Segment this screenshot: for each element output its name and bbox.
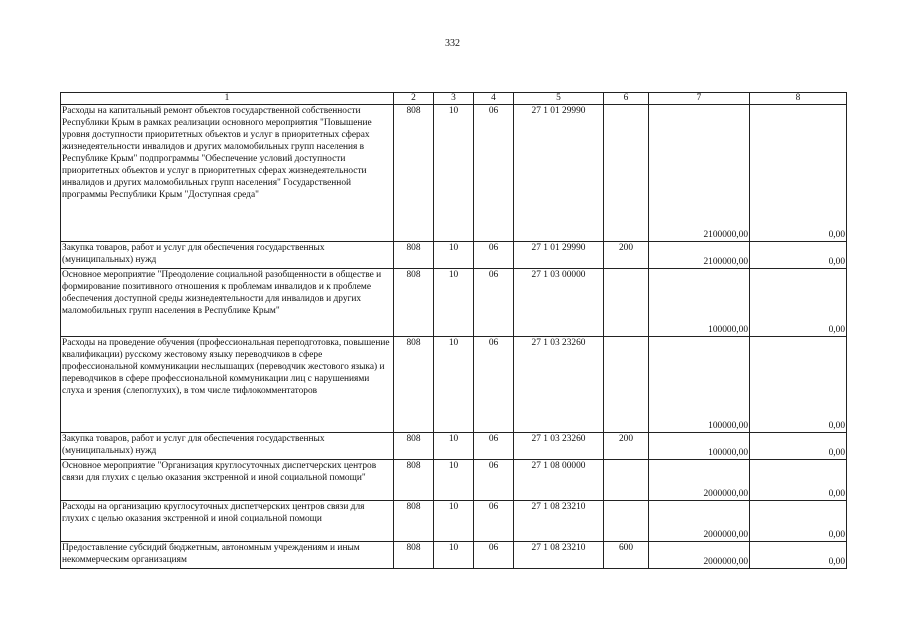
cell-subsection: 06: [474, 105, 514, 242]
cell-subsection: 06: [474, 501, 514, 542]
header-cell: 5: [514, 93, 604, 105]
cell-section: 10: [434, 337, 474, 433]
cell-amount-2: 0,00: [750, 460, 847, 501]
cell-subsection: 06: [474, 269, 514, 337]
cell-amount: 2100000,00: [649, 242, 750, 269]
cell-target-article: 27 1 01 29990: [514, 242, 604, 269]
cell-section: 10: [434, 501, 474, 542]
cell-subsection: 06: [474, 242, 514, 269]
cell-ministry: 808: [394, 242, 434, 269]
cell-target-article: 27 1 03 23260: [514, 433, 604, 460]
cell-amount-2: 0,00: [750, 242, 847, 269]
cell-ministry: 808: [394, 460, 434, 501]
cell-ministry: 808: [394, 542, 434, 569]
table-row: [61, 501, 847, 542]
cell-subsection: 06: [474, 433, 514, 460]
cell-amount-2: 0,00: [750, 337, 847, 433]
cell-amount-2: 0,00: [750, 501, 847, 542]
cell-amount-2: 0,00: [750, 105, 847, 242]
table-row: [61, 105, 847, 242]
header-cell: 3: [434, 93, 474, 105]
row-description: Предоставление субсидий бюджетным, автономным учреждениям и иным некоммерческим организациям: [61, 542, 394, 569]
cell-expense-type: [604, 269, 649, 337]
cell-section: 10: [434, 105, 474, 242]
cell-amount: 2000000,00: [649, 460, 750, 501]
cell-target-article: 27 1 01 29990: [514, 105, 604, 242]
row-description: Закупка товаров, работ и услуг для обеспечения государственных (муниципальных) нужд: [61, 242, 394, 269]
cell-amount: 100000,00: [649, 433, 750, 460]
cell-amount: 100000,00: [649, 337, 750, 433]
table-row: [61, 242, 847, 269]
header-cell: 2: [394, 93, 434, 105]
cell-amount-2: 0,00: [750, 269, 847, 337]
cell-ministry: 808: [394, 501, 434, 542]
header-row: [61, 93, 847, 105]
page-number: 332: [445, 38, 460, 49]
row-description: Закупка товаров, работ и услуг для обеспечения государственных (муниципальных) нужд: [61, 433, 394, 460]
row-description: Основное мероприятие "Организация круглосуточных диспетчерских центров связи для глухих с целью оказания экстренной и иной социальной помощи": [61, 460, 394, 501]
cell-expense-type: 200: [604, 242, 649, 269]
header-cell: 7: [649, 93, 750, 105]
cell-section: 10: [434, 269, 474, 337]
cell-target-article: 27 1 08 23210: [514, 542, 604, 569]
cell-expense-type: [604, 501, 649, 542]
cell-amount: 2000000,00: [649, 501, 750, 542]
table-row: [61, 433, 847, 460]
row-description: Основное мероприятие "Преодоление социальной разобщенности в обществе и формирование позитивного отношения к проблемам инвалидов и к проблеме обеспечения доступной среды жизнедеятельности для инвалидов и других маломобильных групп населения в Республике Крым": [61, 269, 394, 337]
cell-ministry: 808: [394, 269, 434, 337]
cell-target-article: 27 1 03 23260: [514, 337, 604, 433]
cell-ministry: 808: [394, 105, 434, 242]
cell-expense-type: [604, 460, 649, 501]
header-cell: 4: [474, 93, 514, 105]
cell-expense-type: 200: [604, 433, 649, 460]
table-row: [61, 460, 847, 501]
header-cell: 1: [61, 93, 394, 105]
cell-target-article: 27 1 08 00000: [514, 460, 604, 501]
cell-amount-2: 0,00: [750, 433, 847, 460]
row-description: Расходы на проведение обучения (профессиональная переподготовка, повышение квалификации) русскому жестовому языку переводчиков в сфере профессиональной коммуникации неслышащих (переводчик жестового языка) и переводчиков в сфере профессиональной коммуникации лиц с нарушениями слуха и зрения (слепоглухих), в том числе тифлокомментаторов: [61, 337, 394, 433]
row-description: Расходы на капитальный ремонт объектов государственной собственности Республики Крым в рамках реализации основного мероприятия "Повышение уровня доступности приоритетных объектов и услуг в приоритетных сферах жизнедеятельности инвалидов и других маломобильных групп населения в Республике Крым" подпрограммы "Обеспечение условий доступности приоритетных объектов и услуг в приоритетных сферах жизнедеятельности инвалидов и других маломобильных групп населения" Государственной программы Республики Крым "Доступная среда": [61, 105, 394, 242]
cell-subsection: 06: [474, 337, 514, 433]
table-row: [61, 337, 847, 433]
cell-amount: 100000,00: [649, 269, 750, 337]
budget-table: [60, 92, 847, 569]
cell-target-article: 27 1 03 00000: [514, 269, 604, 337]
cell-ministry: 808: [394, 337, 434, 433]
cell-amount: 2100000,00: [649, 105, 750, 242]
row-description: Расходы на организацию круглосуточных диспетчерских центров связи для глухих с целью оказания экстренной и иной социальной помощи: [61, 501, 394, 542]
cell-amount: 2000000,00: [649, 542, 750, 569]
cell-expense-type: [604, 337, 649, 433]
table-row: [61, 542, 847, 569]
header-cell: 8: [750, 93, 847, 105]
cell-target-article: 27 1 08 23210: [514, 501, 604, 542]
cell-section: 10: [434, 242, 474, 269]
cell-section: 10: [434, 433, 474, 460]
cell-ministry: 808: [394, 433, 434, 460]
cell-section: 10: [434, 460, 474, 501]
cell-subsection: 06: [474, 460, 514, 501]
cell-section: 10: [434, 542, 474, 569]
cell-expense-type: [604, 105, 649, 242]
cell-amount-2: 0,00: [750, 542, 847, 569]
cell-subsection: 06: [474, 542, 514, 569]
table-row: [61, 269, 847, 337]
cell-expense-type: 600: [604, 542, 649, 569]
header-cell: 6: [604, 93, 649, 105]
